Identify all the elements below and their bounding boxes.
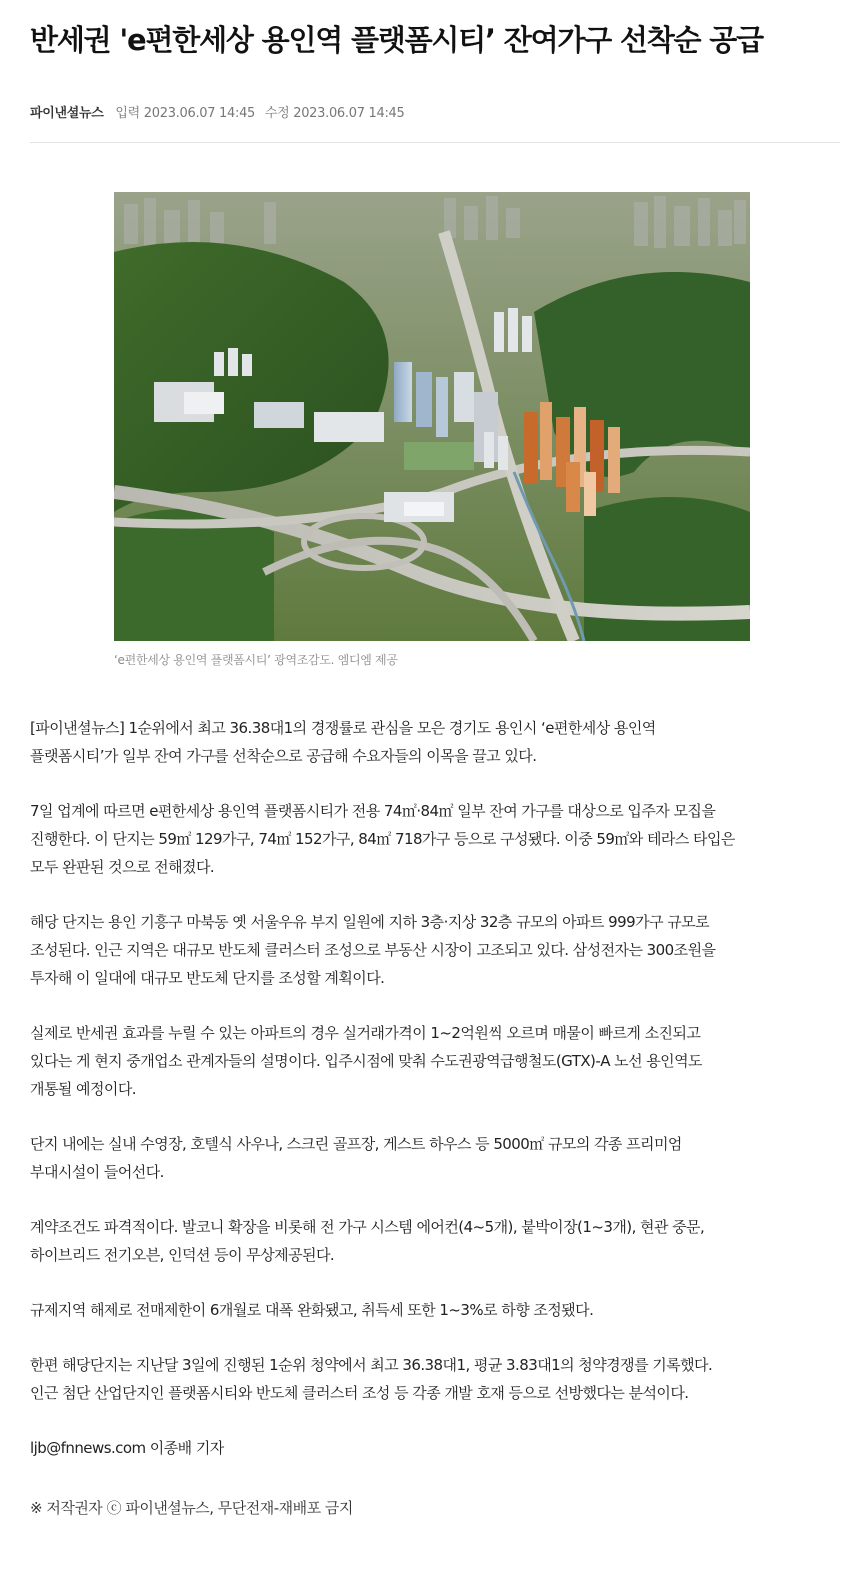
paragraph-line: 단지 내에는 실내 수영장, 호텔식 사우나, 스크린 골프장, 게스트 하우스 등 5000㎡ 규모의 각종 프리미엄 [30,1135,682,1153]
article-paragraph [30,714,830,770]
paragraph-line: 진행한다. 이 단지는 59㎡ 129가구, 74㎡ 152가구, 84㎡ 718가구 등으로 구성됐다. 이중 59㎡와 테라스 타입은 [30,830,735,848]
paragraph-line: 조성된다. 인근 지역은 대규모 반도체 클러스터 조성으로 부동산 시장이 고조되고 있다. 삼성전자는 300조원을 [30,941,716,959]
article-photo [114,192,750,641]
paragraph-line: 있다는 게 현지 중개업소 관계자들의 설명이다. 입주시점에 맞춰 수도권광역급행철도(GTX)-A 노선 용인역도 [30,1052,702,1070]
article-paragraph [30,1130,830,1186]
article-paragraph [30,908,830,992]
paragraph-line: 모두 완판된 것으로 전해졌다. [30,858,215,876]
photo-caption: ‘e편한세상 용인역 플랫폼시티’ 광역조감도. 엠디엠 제공 [114,653,398,667]
article-paragraph [30,1213,830,1269]
paragraph-line: ljb@fnnews.com 이종배 기자 [30,1439,224,1457]
paragraph-line: 하이브리드 전기오븐, 인덕션 등이 무상제공된다. [30,1246,335,1264]
input-time: 2023.06.07 14:45 [143,106,256,121]
paragraph-line: 한편 해당단지는 지난달 3일에 진행된 1순위 청약에서 최고 36.38대1, 평균 3.83대1의 청약경쟁를 기록했다. [30,1356,713,1374]
article-paragraph [30,1019,830,1103]
edit-label: 수정 [264,106,290,121]
copyright-notice: ※ 저작권자 ⓒ 파이낸셜뉴스, 무단전재-재배포 금지 [30,1499,353,1517]
aerial-rendering-image [114,192,750,641]
article-paragraph [30,1296,830,1324]
paragraph-line: 개통될 예정이다. [30,1080,137,1098]
edit-time: 2023.06.07 14:45 [293,106,405,121]
article-paragraph [30,797,830,881]
paragraph-line: 해당 단지는 용인 기흥구 마북동 옛 서울우유 부지 일원에 지하 3층·지상 32층 규모의 아파트 999가구 규모로 [30,913,710,931]
paragraph-line: 규제지역 해제로 전매제한이 6개월로 대폭 완화됐고, 취득세 또한 1~3%로 하향 조정됐다. [30,1301,594,1319]
paragraph-line: 플랫폼시티’가 일부 잔여 가구를 선착순으로 공급해 수요자들의 이목을 끌고 있다. [30,747,537,765]
article-title: 반세권 'e편한세상 용인역 플랫폼시티’ 잔여가구 선착순 공급 [30,23,763,57]
paragraph-line: 7일 업계에 따르면 e편한세상 용인역 플랫폼시티가 전용 74㎡·84㎡ 일부 잔여 가구를 대상으로 입주자 모집을 [30,802,716,820]
article-meta [30,104,404,124]
paragraph-line: 계약조건도 파격적이다. 발코니 확장을 비롯해 전 가구 시스템 에어컨(4~5개), 붙박이장(1~3개), 현관 중문, [30,1218,705,1236]
source-name: 파이낸셜뉴스 [30,106,104,121]
header-divider [30,142,840,143]
article-paragraph [30,1351,830,1407]
paragraph-line: 인근 첨단 산업단지인 플랫폼시티와 반도체 클러스터 조성 등 각종 개발 호재 등으로 선방했다는 분석이다. [30,1384,689,1402]
input-label: 입력 [115,106,140,121]
paragraph-line: 실제로 반세권 효과를 누릴 수 있는 아파트의 경우 실거래가격이 1~2억원씩 오르며 매물이 빠르게 소진되고 [30,1024,701,1042]
article-paragraph [30,1434,830,1462]
article-body [30,714,830,1489]
paragraph-line: 부대시설이 들어선다. [30,1163,164,1181]
paragraph-line: [파이낸셜뉴스] 1순위에서 최고 36.38대1의 경쟁률로 관심을 모은 경기도 용인시 ‘e편한세상 용인역 [30,719,656,737]
paragraph-line: 투자해 이 일대에 대규모 반도체 단지를 조성할 계획이다. [30,969,385,987]
